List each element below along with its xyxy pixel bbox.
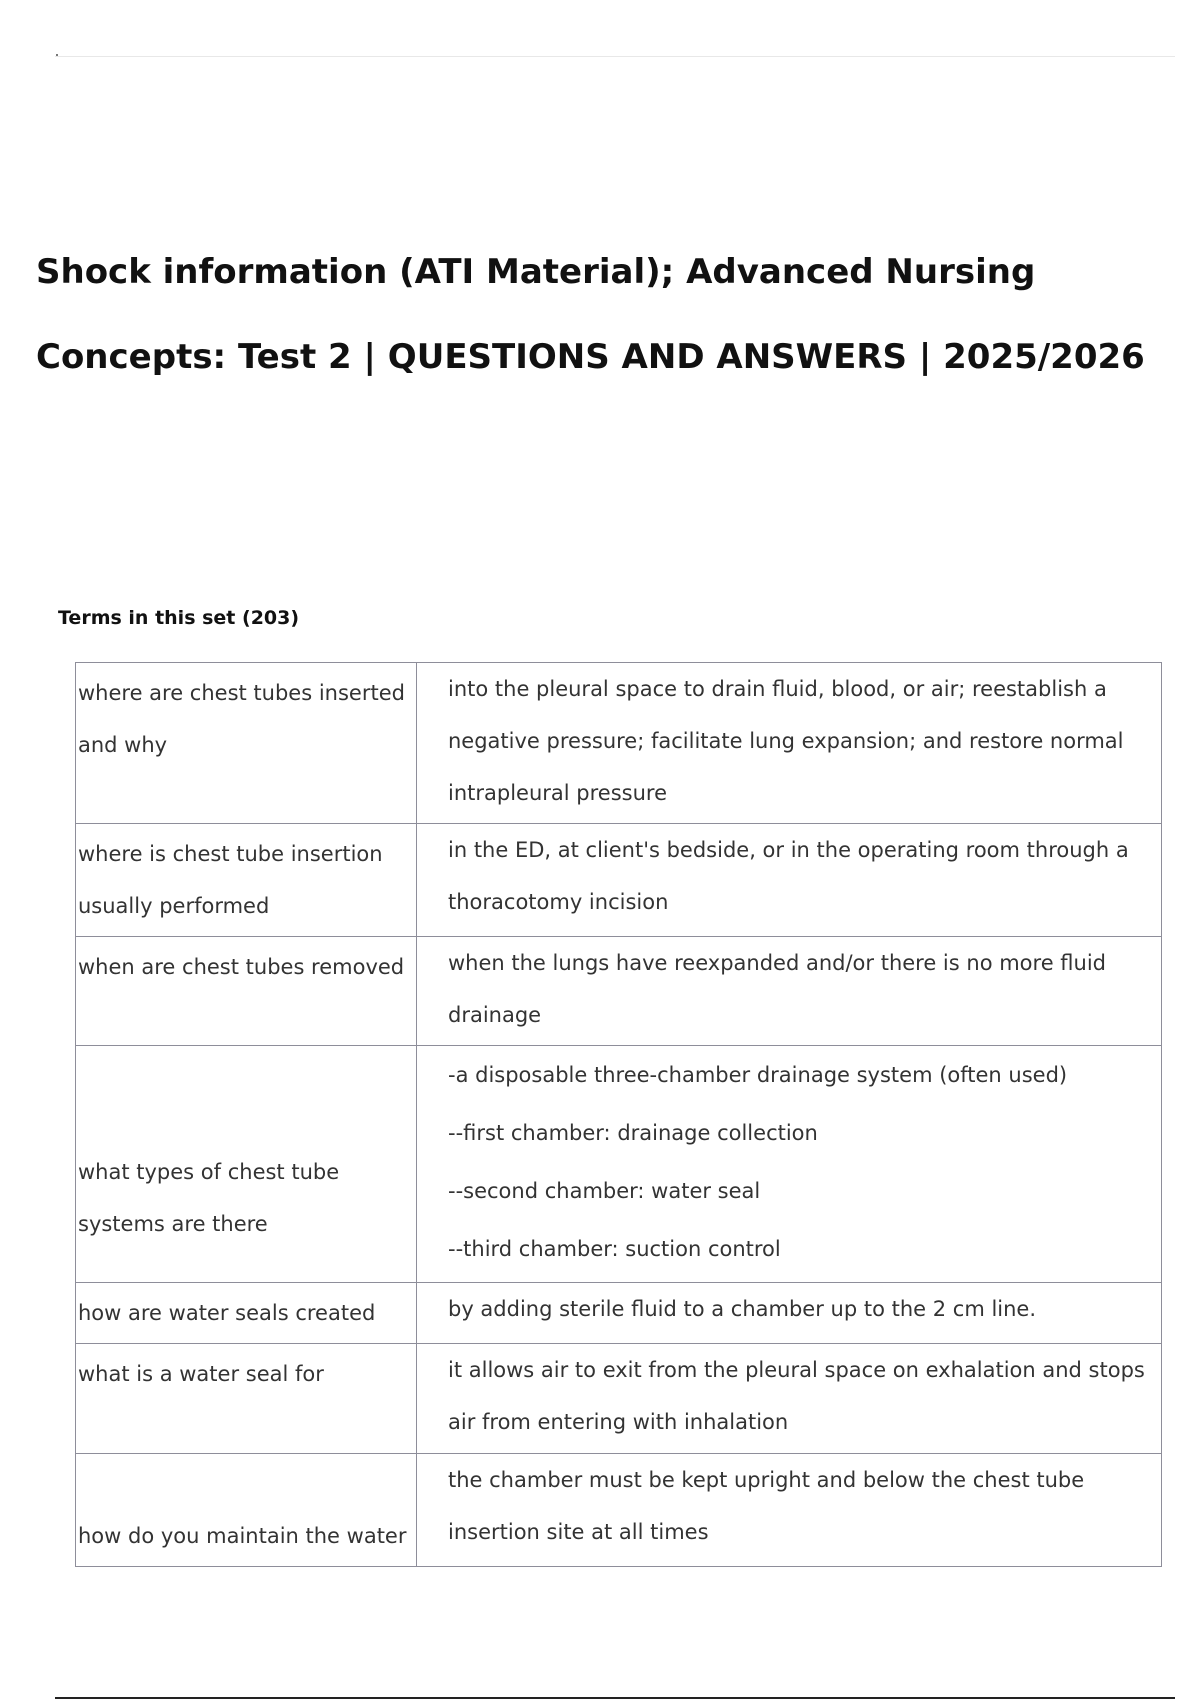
definition-cell: the chamber must be kept upright and below the chest tube insertion site at all times [417, 1454, 1162, 1567]
terms-count-heading: Terms in this set (203) [58, 607, 300, 629]
table-row [76, 1454, 1162, 1567]
footer-divider [55, 1697, 1175, 1699]
definition-cell: when the lungs have reexpanded and/or there is no more fluid drainage [417, 937, 1162, 1046]
definition-line: --third chamber: suction control [448, 1237, 781, 1261]
term-cell: how do you maintain the water [76, 1454, 417, 1567]
definition-line: --second chamber: water seal [448, 1179, 761, 1203]
table-row [76, 1283, 1162, 1344]
term-cell: when are chest tubes removed [76, 937, 417, 1046]
definition-cell: into the pleural space to drain fluid, blood, or air; reestablish a negative pressure; facilitate lung expansion; and restore normal intrapleural pressure [417, 663, 1162, 824]
definition-cell [417, 1046, 1162, 1283]
table-row [76, 663, 1162, 824]
definition-cell: in the ED, at client's bedside, or in the operating room through a thoracotomy incision [417, 824, 1162, 937]
table-row [76, 937, 1162, 1046]
table-row [76, 1344, 1162, 1454]
table-row [76, 1046, 1162, 1283]
header-divider [55, 56, 1175, 57]
term-cell: where is chest tube insertion usually performed [76, 824, 417, 937]
definition-cell: by adding sterile fluid to a chamber up to the 2 cm line. [417, 1283, 1162, 1344]
terms-table [75, 662, 1162, 1567]
definition-cell: it allows air to exit from the pleural space on exhalation and stops air from entering with inhalation [417, 1344, 1162, 1454]
definition-line: --first chamber: drainage collection [448, 1121, 818, 1145]
term-cell: how are water seals created [76, 1283, 417, 1344]
table-row [76, 824, 1162, 937]
term-cell: what types of chest tube systems are there [76, 1046, 417, 1283]
term-cell: where are chest tubes inserted and why [76, 663, 417, 824]
definition-line: -a disposable three-chamber drainage system (often used) [448, 1063, 1068, 1087]
term-cell: what is a water seal for [76, 1344, 417, 1454]
document-title: Shock information (ATI Material); Advanced Nursing Concepts: Test 2 | QUESTIONS AND ANSWERS | 2025/2026 [36, 252, 1145, 377]
